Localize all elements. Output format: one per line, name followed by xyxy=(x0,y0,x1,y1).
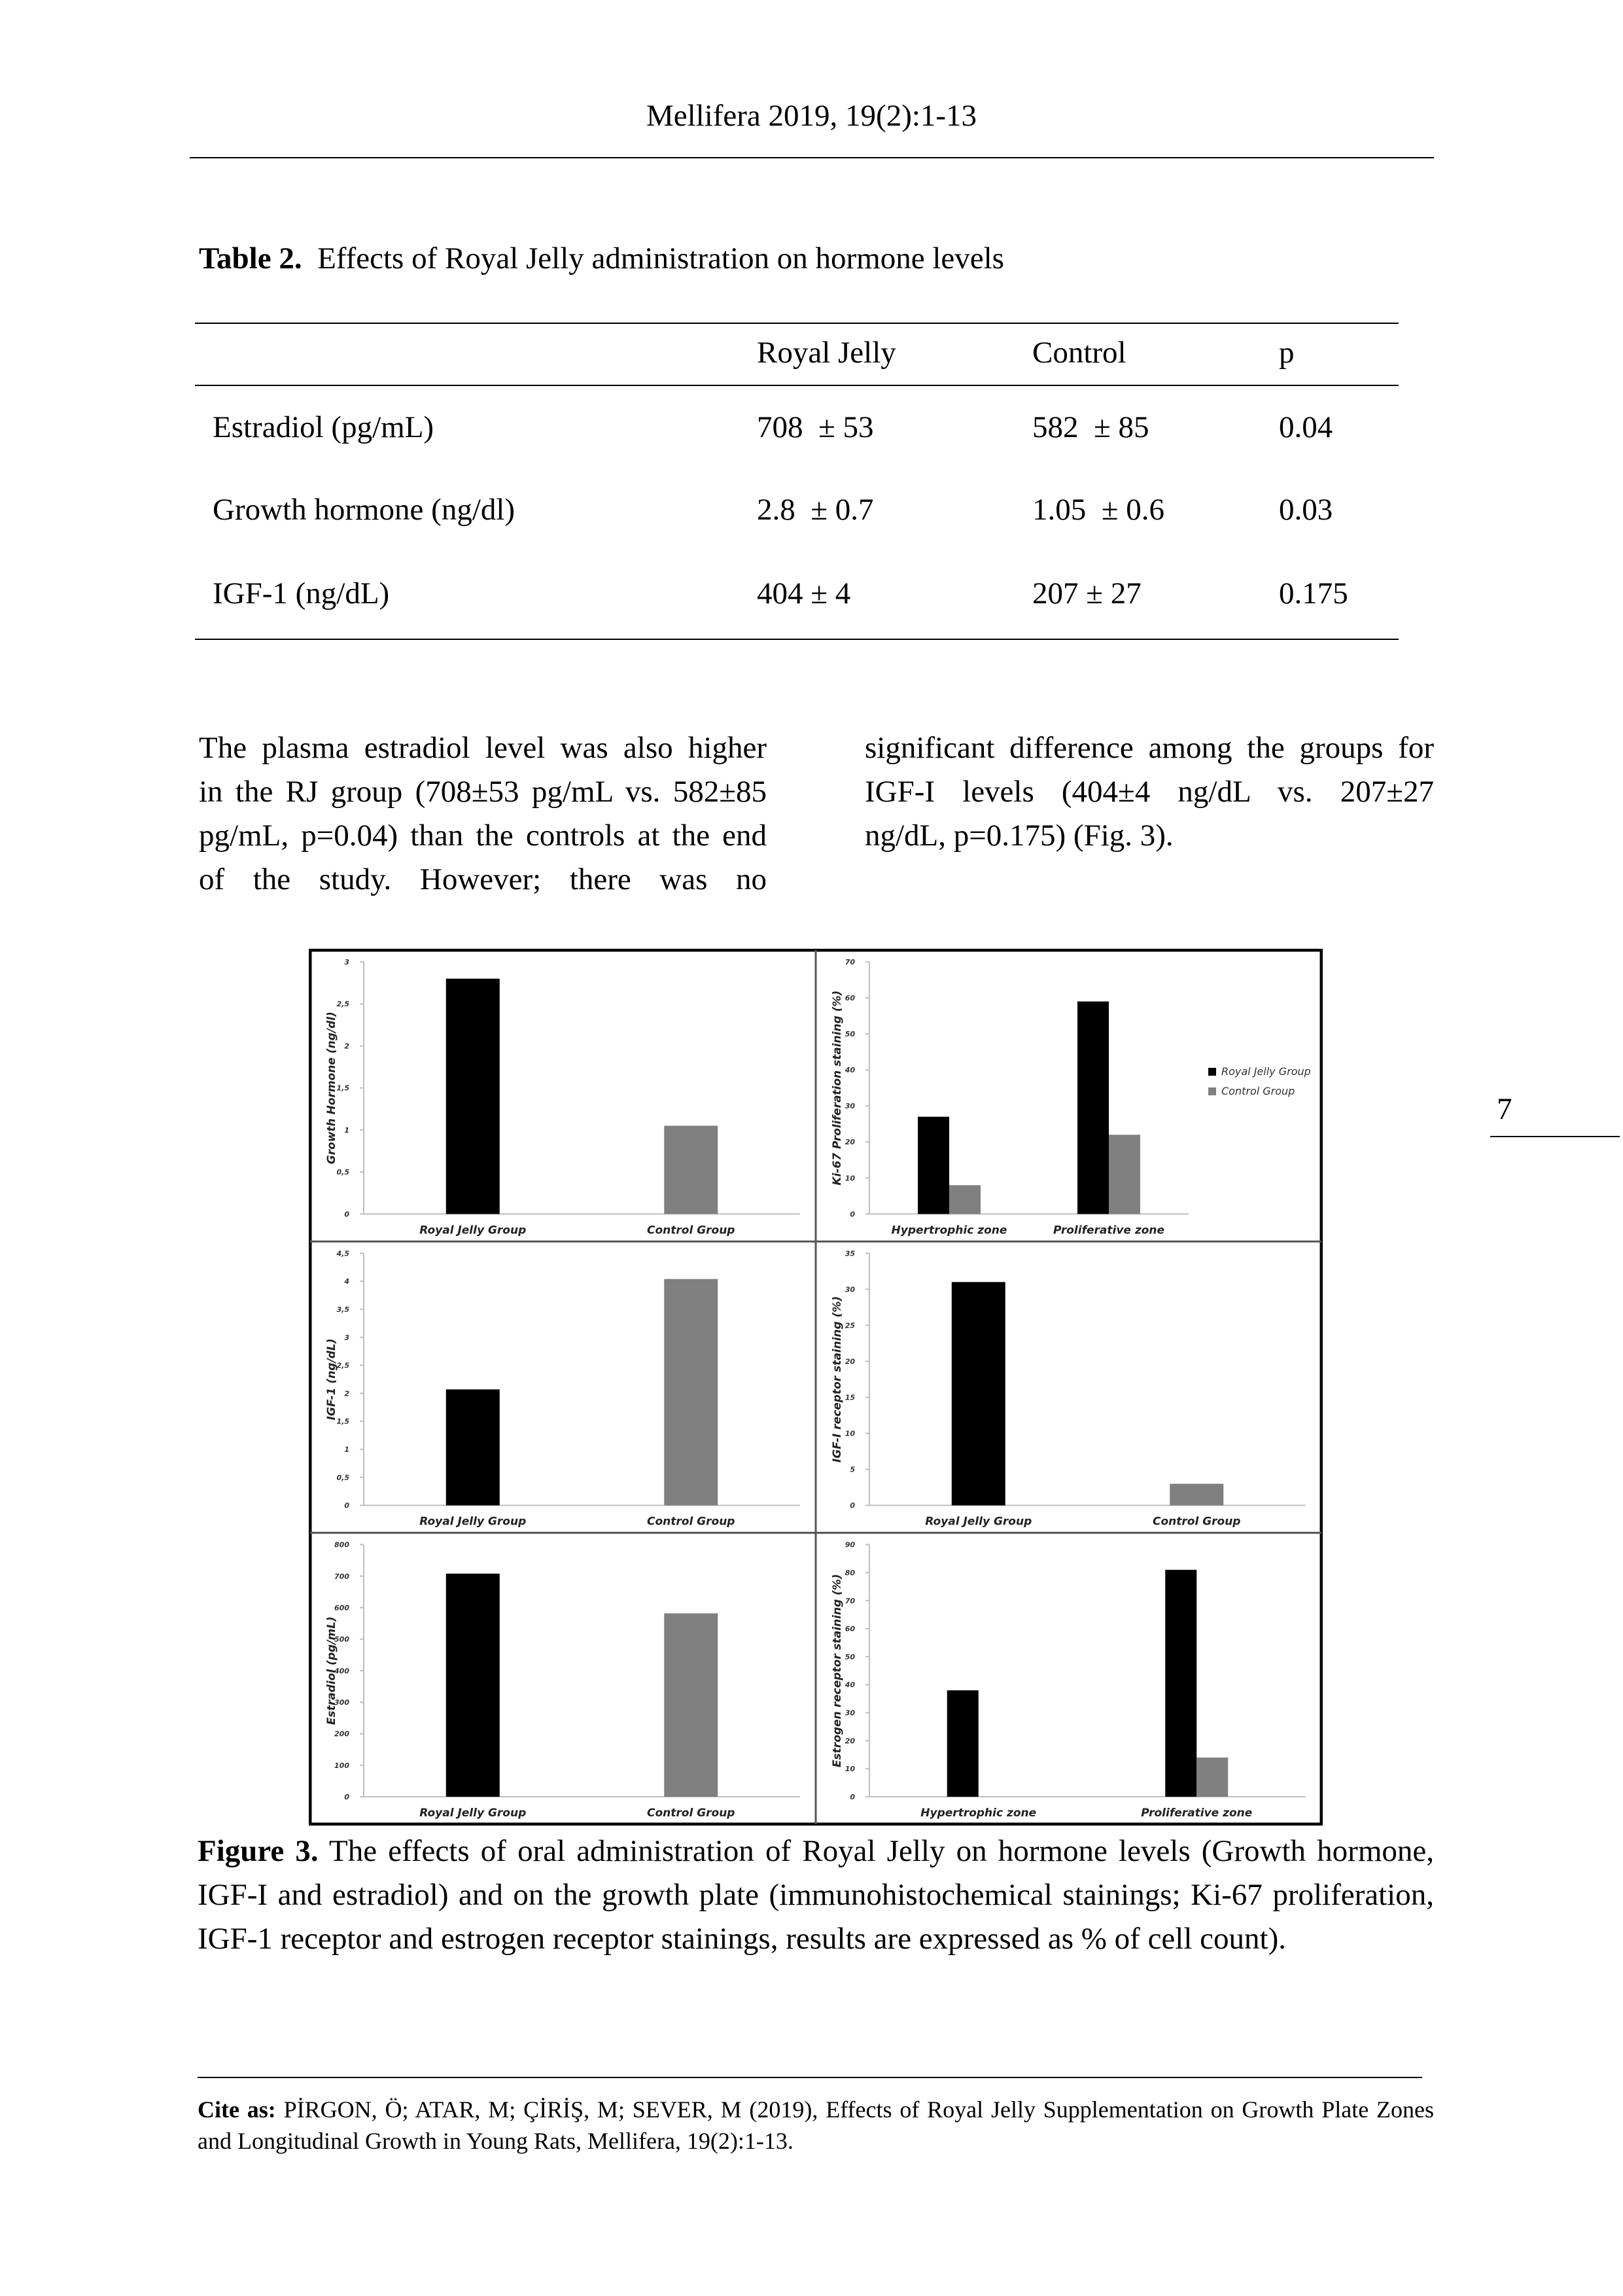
table-row-rj: 404 ± 4 xyxy=(757,576,851,610)
table-caption xyxy=(199,241,1004,276)
header-rule xyxy=(190,157,1434,158)
table-row-p: 0.03 xyxy=(1279,493,1333,527)
bar-control xyxy=(1109,1135,1140,1214)
y-tick-label: 70 xyxy=(845,1597,855,1606)
bar-royal-jelly xyxy=(1165,1570,1196,1797)
category-label: Control Group xyxy=(647,1515,735,1528)
table-top-rule xyxy=(195,323,1399,324)
y-tick-label: 1 xyxy=(344,1125,349,1135)
y-tick-label: 2,5 xyxy=(336,1361,349,1370)
y-tick-label: 2 xyxy=(344,1042,349,1051)
figure-3-charts xyxy=(309,949,1323,1826)
y-tick-label: 5 xyxy=(850,1465,855,1474)
citation-label: Cite as: xyxy=(198,2096,276,2123)
y-tick-label: 30 xyxy=(845,1102,855,1111)
table-header-rule xyxy=(195,385,1399,386)
bar-royal-jelly xyxy=(446,1389,500,1505)
category-label: Hypertrophic zone xyxy=(891,1224,1007,1237)
table-row-p: 0.175 xyxy=(1279,576,1348,610)
y-tick-label: 3 xyxy=(344,958,349,966)
y-axis-title: IGF-1 (ng/dL) xyxy=(325,1338,338,1421)
y-tick-label: 0 xyxy=(344,1210,349,1219)
y-tick-label: 0 xyxy=(344,1793,349,1801)
figure-caption xyxy=(198,1829,1434,1961)
y-tick-label: 60 xyxy=(845,1625,855,1634)
text-line: ng/dL, p=0.175) (Fig. 3). xyxy=(865,819,1174,853)
y-axis-title: Growth Hormone (ng/dl) xyxy=(325,1012,338,1165)
bar-royal-jelly xyxy=(1077,1002,1109,1214)
y-tick-label: 100 xyxy=(334,1761,349,1770)
y-tick-label: 1,5 xyxy=(336,1417,349,1426)
table-row-control: 207 ± 27 xyxy=(1032,576,1142,610)
table-row-name: Growth hormone (ng/dl) xyxy=(213,493,515,527)
y-axis-title: Estrogen receptor staining (%) xyxy=(831,1574,844,1768)
running-header: Mellifera 2019, 19(2):1-13 xyxy=(646,99,977,133)
table-bottom-rule xyxy=(195,639,1399,640)
y-tick-label: 90 xyxy=(845,1540,855,1549)
category-label: Control Group xyxy=(647,1224,735,1237)
y-tick-label: 0,5 xyxy=(336,1473,349,1482)
text-line: significant difference among the groups for xyxy=(865,731,1434,765)
y-tick-label: 1,5 xyxy=(336,1084,349,1093)
table-row-control: 1.05 ± 0.6 xyxy=(1032,493,1165,527)
y-axis-title: IGF-I receptor staining (%) xyxy=(831,1296,844,1463)
category-label: Royal Jelly Group xyxy=(419,1515,527,1528)
y-tick-label: 4 xyxy=(344,1277,349,1286)
y-tick-label: 60 xyxy=(845,994,855,1003)
text-line: The plasma estradiol level was also higher xyxy=(199,731,767,765)
citation xyxy=(198,2094,1434,2157)
y-tick-label: 40 xyxy=(845,1066,855,1075)
bar-control xyxy=(664,1614,718,1797)
body-paragraph-right xyxy=(865,726,1434,858)
legend-label: Control Group xyxy=(1221,1085,1295,1097)
text-line: IGF-I levels (404±4 ng/dL vs. 207±27 xyxy=(865,775,1434,809)
y-tick-label: 10 xyxy=(845,1174,855,1183)
table-row-name: IGF-1 (ng/dL) xyxy=(213,576,390,610)
y-axis-title: Estradiol (pg/mL) xyxy=(325,1616,338,1725)
category-label: Hypertrophic zone xyxy=(920,1807,1037,1820)
y-tick-label: 700 xyxy=(334,1572,349,1581)
y-tick-label: 0,5 xyxy=(336,1168,349,1177)
bar-control xyxy=(1170,1484,1223,1506)
bar-royal-jelly xyxy=(918,1117,949,1214)
y-tick-label: 800 xyxy=(334,1540,349,1549)
y-tick-label: 70 xyxy=(845,958,855,966)
legend-swatch xyxy=(1208,1087,1216,1095)
table-title: Effects of Royal Jelly administration on hormone levels xyxy=(317,241,1004,275)
y-tick-label: 300 xyxy=(334,1698,349,1707)
bar-control xyxy=(664,1279,718,1506)
bar-control xyxy=(664,1125,718,1214)
y-tick-label: 0 xyxy=(850,1501,855,1510)
table-row-name: Estradiol (pg/mL) xyxy=(213,410,434,444)
y-tick-label: 50 xyxy=(845,1652,855,1661)
y-tick-label: 600 xyxy=(334,1604,349,1612)
category-label: Control Group xyxy=(1153,1515,1241,1528)
figure-label: Figure 3. xyxy=(198,1834,319,1868)
y-tick-label: 20 xyxy=(845,1357,855,1366)
y-tick-label: 0 xyxy=(850,1210,855,1219)
y-tick-label: 10 xyxy=(845,1429,855,1438)
table-row-p: 0.04 xyxy=(1279,410,1333,444)
y-tick-label: 200 xyxy=(334,1729,349,1739)
y-tick-label: 40 xyxy=(845,1680,855,1689)
page-number-rule xyxy=(1490,1136,1620,1137)
table-header-control: Control xyxy=(1032,336,1126,370)
category-label: Proliferative zone xyxy=(1053,1224,1165,1237)
y-tick-label: 1 xyxy=(344,1445,349,1455)
bar-control xyxy=(949,1185,981,1214)
category-label: Proliferative zone xyxy=(1141,1807,1253,1820)
table-row-rj: 708 ± 53 xyxy=(757,410,874,444)
table-row-control: 582 ± 85 xyxy=(1032,410,1149,444)
table-row-rj: 2.8 ± 0.7 xyxy=(757,493,874,527)
y-tick-label: 2,5 xyxy=(336,1000,349,1009)
y-tick-label: 20 xyxy=(845,1737,855,1746)
page-number: 7 xyxy=(1497,1092,1512,1126)
y-tick-label: 30 xyxy=(845,1708,855,1718)
y-tick-label: 3 xyxy=(344,1333,349,1342)
y-tick-label: 400 xyxy=(334,1667,349,1676)
text-line: in the RJ group (708±53 pg/mL vs. 582±85 xyxy=(199,775,767,809)
body-paragraph-left xyxy=(199,726,767,902)
legend-swatch xyxy=(1208,1068,1216,1076)
y-tick-label: 2 xyxy=(344,1389,349,1398)
y-tick-label: 4,5 xyxy=(336,1249,349,1258)
y-tick-label: 30 xyxy=(845,1285,855,1294)
table-label: Table 2. xyxy=(199,241,302,275)
y-tick-label: 0 xyxy=(850,1793,855,1801)
y-tick-label: 3,5 xyxy=(336,1305,349,1314)
y-tick-label: 35 xyxy=(845,1249,855,1258)
figure-caption-text: The effects of oral administration of Royal Jelly on hormone levels (Growth hormone, IGF-I and estradiol) and on the growth plate (immunohistochemical stainings; Ki-67 proliferation, IGF-1 receptor and estrogen receptor stainings, results are expressed as % of cell count). xyxy=(198,1834,1434,1956)
text-line: pg/mL, p=0.04) than the controls at the end xyxy=(199,819,767,853)
y-tick-label: 500 xyxy=(334,1635,349,1644)
legend-label: Royal Jelly Group xyxy=(1221,1065,1311,1078)
y-tick-label: 25 xyxy=(845,1321,855,1330)
bar-royal-jelly xyxy=(952,1282,1005,1505)
citation-text: PİRGON, Ö; ATAR, M; ÇİRİŞ, M; SEVER, M (2019), Effects of Royal Jelly Supplementation on Growth Plate Zones and Longitudinal Growth in Young Rats, Mellifera, 19(2):1-13. xyxy=(198,2096,1434,2154)
category-label: Royal Jelly Group xyxy=(419,1807,527,1820)
category-label: Royal Jelly Group xyxy=(925,1515,1032,1528)
table-header-royal-jelly: Royal Jelly xyxy=(757,336,896,370)
category-label: Control Group xyxy=(647,1807,735,1820)
bar-royal-jelly xyxy=(446,979,500,1214)
y-tick-label: 15 xyxy=(845,1393,855,1402)
text-line: of the study. However; there was no xyxy=(199,862,767,896)
bar-royal-jelly xyxy=(446,1574,500,1797)
y-tick-label: 80 xyxy=(845,1568,855,1578)
bar-control xyxy=(1196,1757,1228,1797)
footer-rule xyxy=(198,2077,1422,2078)
table-header-p: p xyxy=(1279,336,1295,370)
bar-royal-jelly xyxy=(947,1690,979,1797)
y-tick-label: 0 xyxy=(344,1501,349,1510)
y-tick-label: 50 xyxy=(845,1030,855,1039)
y-axis-title: Ki-67 Proliferation staining (%) xyxy=(831,990,844,1186)
y-tick-label: 10 xyxy=(845,1765,855,1774)
y-tick-label: 20 xyxy=(845,1138,855,1147)
category-label: Royal Jelly Group xyxy=(419,1224,527,1237)
